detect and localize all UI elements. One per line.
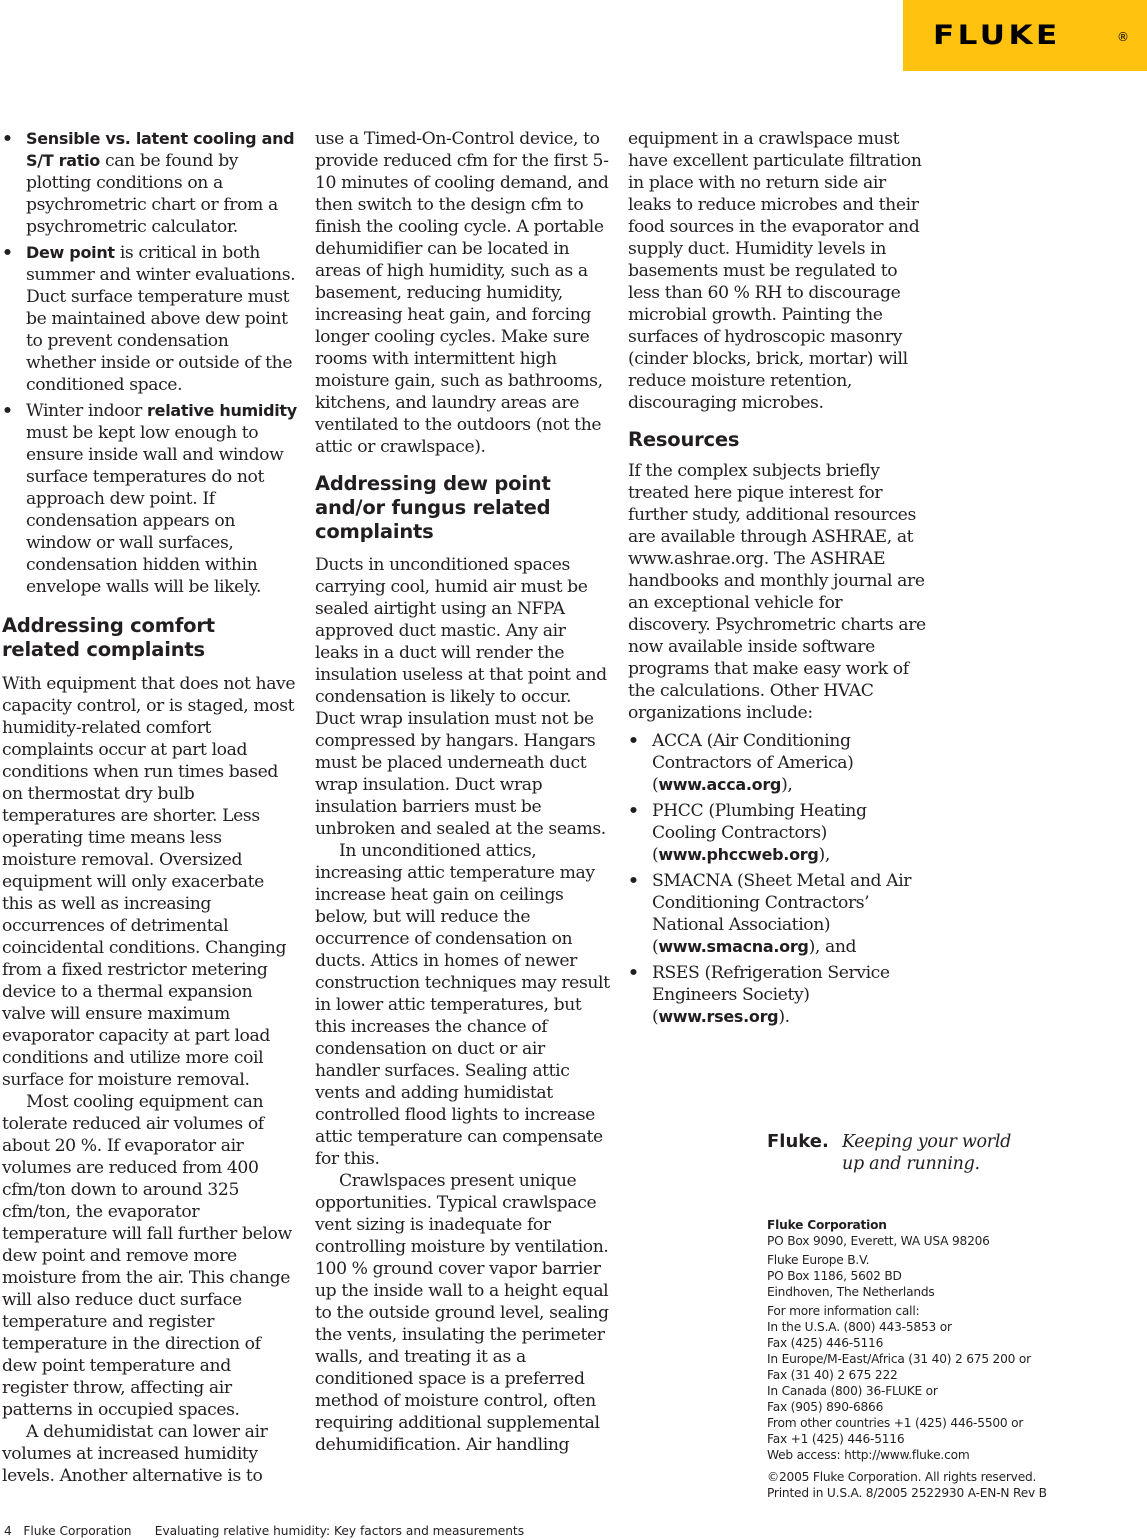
org-item: • SMACNA (Sheet Metal and Air Conditioning Contractors’ National Association) (www.smacna.org), and xyxy=(628,871,912,957)
org-name: SMACNA (Sheet Metal and Air Conditioning Contractors’ National Association) ( xyxy=(652,871,912,957)
info-line: Fax (425) 446-5116 xyxy=(767,1336,884,1350)
print-info: Printed in U.S.A. 8/2005 2522930 A-EN-N Rev B xyxy=(767,1486,1047,1500)
page-number: 4 xyxy=(4,1524,12,1538)
paragraph: Most cooling equipment can tolerate reduced air volumes of about 20 %. If evaporator air volumes are reduced from 400 cfm/ton down to around 325 cfm/ton, the evaporator temperature will fall further below dew point and remove more moisture from the air. This change will also reduce duct surface temperature and register temperature in the direction of dew point temperature and register throw, affecting air patterns in occupied spaces. xyxy=(2,1092,292,1420)
tagline-brand: Fluke. xyxy=(767,1131,829,1152)
org-name: RSES (Refrigeration Service Engineers Society) ( xyxy=(652,963,890,1027)
info-line: In Europe/M-East/Africa (31 40) 2 675 200 or xyxy=(767,1352,1031,1366)
org-name: ACCA (Air Conditioning Contractors of America) ( xyxy=(652,731,854,795)
info-line: For more information call: xyxy=(767,1304,920,1318)
fluke-logo xyxy=(903,0,1147,71)
bullet-text: can be found by plotting conditions on a psychrometric chart or from a psychrometric calculator. xyxy=(26,151,278,237)
org-punct: ), xyxy=(781,775,793,795)
copyright-line: ©2005 Fluke Corporation. All rights reserved. xyxy=(767,1470,1037,1484)
info-line: In Canada (800) 36-FLUKE or xyxy=(767,1384,938,1398)
phone-info xyxy=(767,1303,1147,1463)
paragraph: Ducts in unconditioned spaces carrying cool, humid air must be sealed airtight using an NFPA approved duct mastic. Any air leaks in a duct will render the insulation useless at that point and condensation is likely to occur. Duct wrap insulation must not be compressed by hangars. Hangars must be placed underneath duct wrap insulation. Duct wrap insulation barriers must be unbroken and sealed at the seams. xyxy=(315,555,607,839)
tagline-line: Keeping your world xyxy=(842,1132,1012,1152)
column-2 xyxy=(315,128,611,1456)
bullet-term: Dew point xyxy=(26,243,115,262)
bullet-text: must be kept low enough to ensure inside wall and window surface temperatures do not approach dew point. If condensation appears on window or wall surfaces, condensation hidden within envelope walls will be likely. xyxy=(26,423,284,597)
org-link[interactable]: www.acca.org xyxy=(658,775,782,794)
paragraph: equipment in a crawlspace must have excellent particulate filtration in place with no return side air leaks to reduce microbes and their food sources in the evaporator and supply duct. Humidity levels in basements must be regulated to less than 60 % RH to discourage microbial growth. Painting the surfaces of hydroscopic masonry (cinder blocks, brick, mortar) will reduce moisture retention, discouraging microbes. xyxy=(628,129,922,413)
paragraph: Crawlspaces present unique opportunities. Typical crawlspace vent sizing is inadequate for controlling moisture by ventilation. 100 % ground cover vapor barrier up the inside wall to a height equal to the outside ground level, sealing the vents, insulating the perimeter walls, and treating it as a conditioned space is a preferred method of moisture control, often requiring additional supplemental dehumidification. Air handling xyxy=(315,1171,609,1455)
europe-address xyxy=(767,1252,1147,1300)
org-item: • ACCA (Air Conditioning Contractors of America) (www.acca.org), xyxy=(628,731,854,795)
org-link[interactable]: www.rses.org xyxy=(658,1007,779,1026)
org-item: • PHCC (Plumbing Heating Cooling Contractors) (www.phccweb.org), xyxy=(628,801,867,865)
org-link[interactable]: www.phccweb.org xyxy=(658,845,819,864)
address-line: PO Box 1186, 5602 BD xyxy=(767,1269,902,1283)
column-3 xyxy=(628,128,928,1032)
info-line: From other countries +1 (425) 446-5500 or xyxy=(767,1416,1024,1430)
section-heading: Addressing dew point and/or fungus related complaints xyxy=(315,472,551,543)
footer-company: Fluke Corporation xyxy=(23,1524,132,1538)
company-name: Fluke Corporation xyxy=(767,1218,887,1232)
footer-title: Evaluating relative humidity: Key factors and measurements xyxy=(154,1524,525,1538)
address-line: Fluke Europe B.V. xyxy=(767,1253,870,1267)
info-line: Fax (905) 890-6866 xyxy=(767,1400,884,1414)
paragraph: If the complex subjects briefly treated here pique interest for further study, additional resources are available through ASHRAE, at www.ashrae.org. The ASHRAE handbooks and monthly journal are an exceptional vehicle for discovery. Psychrometric charts are now available inside software programs that make easy work of the calculations. Other HVAC organizations include: xyxy=(628,461,926,723)
paragraph: In unconditioned attics, increasing attic temperature may increase heat gain on ceilings below, but will reduce the occurrence of condensation on ducts. Attics in homes of newer construction techniques may result in lower attic temperatures, but this increases the chance of condensation on duct or air handler surfaces. Sealing attic vents and adding humidistat controlled flood lights to increase attic temperature can compensate for this. xyxy=(315,841,610,1169)
bullet-term: Sensible vs. latent cooling and S/T ratio xyxy=(26,129,295,170)
section-heading: Addressing comfort related complaints xyxy=(2,614,215,661)
org-punct: ), and xyxy=(808,937,857,957)
tagline-line: up and running. xyxy=(842,1154,980,1174)
org-item: • RSES (Refrigeration Service Engineers Society) (www.rses.org). xyxy=(628,963,890,1027)
info-line: Fax +1 (425) 446-5116 xyxy=(767,1432,905,1446)
registered-mark: ® xyxy=(1117,30,1129,44)
info-line: In the U.S.A. (800) 443-5853 or xyxy=(767,1320,952,1334)
paragraph: A dehumidistat can lower air volumes at increased humidity levels. Another alternative is to xyxy=(2,1422,268,1486)
tagline-text xyxy=(842,1131,1011,1175)
page-footer xyxy=(4,1524,524,1538)
org-punct: ), xyxy=(818,845,830,865)
info-line: Fax (31 40) 2 675 222 xyxy=(767,1368,898,1382)
contact-block xyxy=(767,1217,1147,1504)
bullet-item: • Sensible vs. latent cooling and S/T ratio can be found by plotting conditions on a psychrometric chart or from a psychrometric calculator. xyxy=(2,129,295,237)
address-line: Eindhoven, The Netherlands xyxy=(767,1285,935,1299)
column-1 xyxy=(2,128,298,1487)
copyright xyxy=(767,1469,1147,1501)
company-address: PO Box 9090, Everett, WA USA 98206 xyxy=(767,1234,990,1248)
paragraph: use a Timed-On-Control device, to provide reduced cfm for the first 5-10 minutes of cooling demand, and then switch to the design cfm to finish the cooling cycle. A portable dehumidifier can be located in areas of high humidity, such as a basement, reducing humidity, increasing heat gain, and forcing longer cooling cycles. Make sure rooms with intermittent high moisture gain, such as bathrooms, kitchens, and laundry areas are ventilated to the outdoors (not the attic or crawlspace). xyxy=(315,129,609,457)
logo-text: FLUKE xyxy=(933,20,1061,51)
section-heading: Resources xyxy=(628,428,740,451)
tagline xyxy=(767,1131,1047,1181)
org-punct: ). xyxy=(778,1007,790,1027)
bullet-text: is critical in both summer and winter evaluations. Duct surface temperature must be maintained above dew point to prevent condensation whether inside or outside of the conditioned space. xyxy=(26,243,296,395)
paragraph: With equipment that does not have capacity control, or is staged, most humidity-related comfort complaints occur at part load conditions when run times based on thermostat dry bulb temperatures are shorter. Less operating time means less moisture removal. Oversized equipment will only exacerbate this as well as increasing occurrences of detrimental coincidental conditions. Changing from a fixed restrictor metering device to a thermal expansion valve will ensure maximum evaporator capacity at part load conditions and utilize more coil surface for moisture removal. xyxy=(2,674,296,1090)
bullet-text: Winter indoor xyxy=(26,401,148,421)
bullet-item: • Dew point is critical in both summer and winter evaluations. Duct surface temperature must be maintained above dew point to prevent condensation whether inside or outside of the conditioned space. xyxy=(2,243,296,395)
bullet-term: relative humidity xyxy=(147,401,297,420)
org-name: PHCC (Plumbing Heating Cooling Contractors) ( xyxy=(652,801,867,865)
web-link[interactable]: Web access: http://www.fluke.com xyxy=(767,1448,970,1462)
org-link[interactable]: www.smacna.org xyxy=(658,937,809,956)
bullet-item: • Winter indoor relative humidity must be kept low enough to ensure inside wall and window surface temperatures do not approach dew point. If condensation appears on window or wall surfaces, condensation hidden within envelope walls will be likely. xyxy=(2,401,297,597)
